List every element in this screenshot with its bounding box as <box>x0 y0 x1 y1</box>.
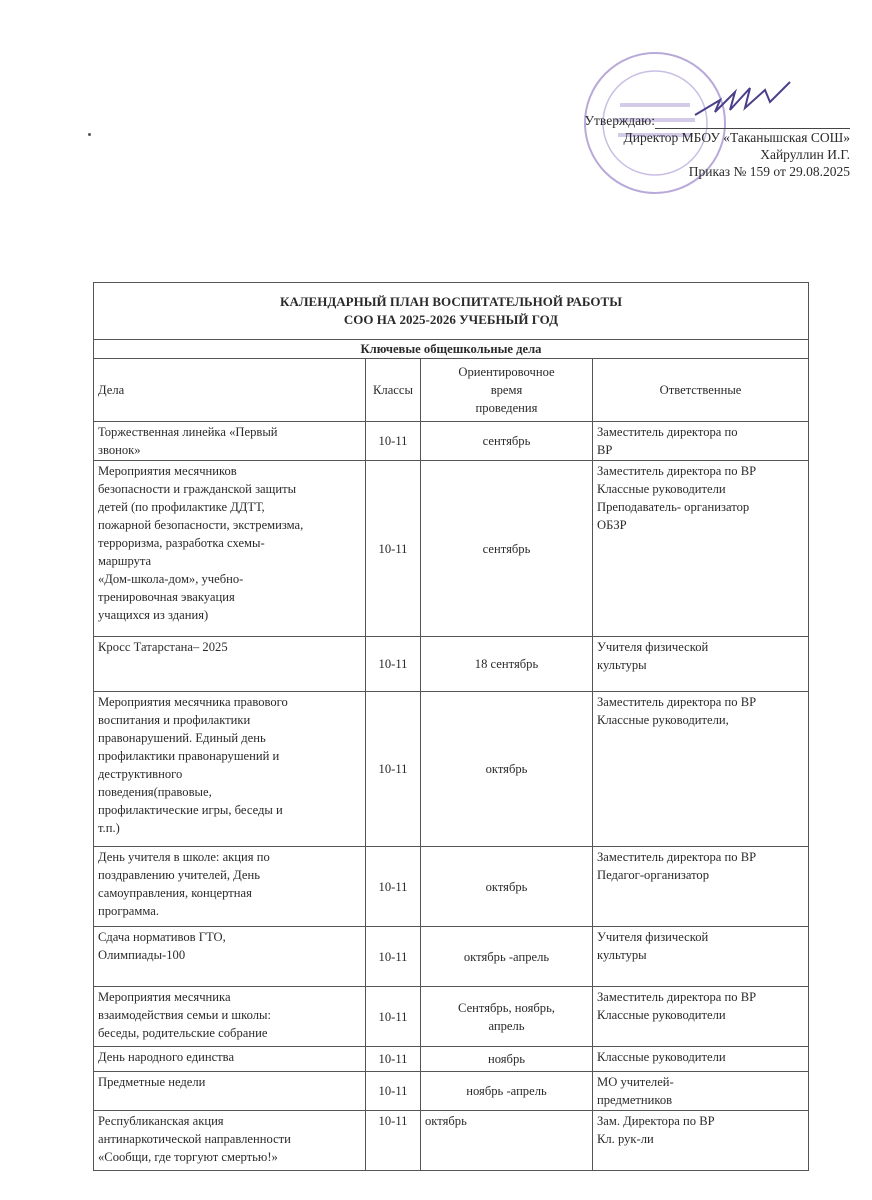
header-row <box>94 359 809 422</box>
approval-order: Приказ № 159 от 29.08.2025 <box>688 164 850 179</box>
table-row <box>94 692 809 847</box>
event-cell: День народного единства <box>94 1047 366 1072</box>
table-row <box>94 1047 809 1072</box>
event-cell: Кросс Татарстана– 2025 <box>94 637 366 692</box>
table-row <box>94 422 809 461</box>
responsible-cell: Заместитель директора по ВР Классные руководители Преподаватель- организатор ОБЗР <box>593 461 809 637</box>
event-cell: Мероприятия месячника правового воспитания и профилактики правонарушений. Единый день профилактики правонарушений и деструктивного поведения(правовые, профилактические игры, беседы и т.п.) <box>94 692 366 847</box>
responsible-cell: Заместитель директора по ВР <box>593 422 809 461</box>
table-row <box>94 1072 809 1111</box>
responsible-cell: Классные руководители <box>593 1047 809 1072</box>
table-title: КАЛЕНДАРНЫЙ ПЛАН ВОСПИТАТЕЛЬНОЙ РАБОТЫ СОО НА 2025-2026 УЧЕБНЫЙ ГОД <box>94 283 809 340</box>
classes-cell: 10-11 <box>366 461 421 637</box>
classes-cell: 10-11 <box>366 1047 421 1072</box>
classes-cell: 10-11 <box>366 637 421 692</box>
time-cell: сентябрь <box>421 422 593 461</box>
time-cell: ноябрь -апрель <box>421 1072 593 1111</box>
event-cell: День учителя в школе: акция по поздравлению учителей, День самоуправления, концертная программа. <box>94 847 366 927</box>
event-cell: Республиканская акция антинаркотической направленности «Сообщи, где торгуют смертью!» <box>94 1111 366 1171</box>
approval-block <box>584 112 850 180</box>
time-cell: октябрь <box>421 692 593 847</box>
classes-cell: 10-11 <box>366 987 421 1047</box>
time-cell: октябрь -апрель <box>421 927 593 987</box>
header-responsible: Ответственные <box>593 359 809 422</box>
table-row <box>94 847 809 927</box>
approval-name: Хайруллин И.Г. <box>760 147 850 162</box>
classes-cell: 10-11 <box>366 692 421 847</box>
responsible-cell: Зам. Директора по ВР Кл. рук-ли <box>593 1111 809 1171</box>
approval-position: Директор МБОУ «Таканышская СОШ» <box>623 130 850 145</box>
table-row <box>94 461 809 637</box>
classes-cell: 10-11 <box>366 1111 421 1171</box>
classes-cell: 10-11 <box>366 1072 421 1111</box>
responsible-cell: Заместитель директора по ВР Классные руководители <box>593 987 809 1047</box>
table-row <box>94 927 809 987</box>
scan-speck <box>88 133 91 136</box>
approval-label: Утверждаю: <box>584 113 655 128</box>
event-cell: Сдача нормативов ГТО, Олимпиады-100 <box>94 927 366 987</box>
signature-line <box>655 128 850 129</box>
classes-cell: 10-11 <box>366 847 421 927</box>
event-cell: Торжественная линейка «Первый звонок» <box>94 422 366 461</box>
classes-cell: 10-11 <box>366 927 421 987</box>
classes-cell: 10-11 <box>366 422 421 461</box>
time-cell: 18 сентябрь <box>421 637 593 692</box>
responsible-cell: Заместитель директора по ВР Классные руководители, <box>593 692 809 847</box>
time-cell: ноябрь <box>421 1047 593 1072</box>
table-row <box>94 987 809 1047</box>
event-cell: Мероприятия месячников безопасности и гражданской защиты детей (по профилактике ДДТТ, пожарной безопасности, экстремизма, терроризма, разработка схемы- маршрута «Дом-школа-дом», учебно- тренировочная эвакуация учащихся из здания) <box>94 461 366 637</box>
header-classes: Классы <box>366 359 421 422</box>
responsible-cell: Учителя физической культуры <box>593 637 809 692</box>
responsible-cell: МО учителей- предметников <box>593 1072 809 1111</box>
table-row <box>94 1111 809 1171</box>
header-time: Ориентировочное время проведения <box>421 359 593 422</box>
time-cell: октябрь <box>421 847 593 927</box>
header-events: Дела <box>94 359 366 422</box>
responsible-cell: Учителя физической культуры <box>593 927 809 987</box>
responsible-cell: Заместитель директора по ВР Педагог-организатор <box>593 847 809 927</box>
time-cell: Сентябрь, ноябрь, апрель <box>421 987 593 1047</box>
section-title: Ключевые общешкольные дела <box>94 340 809 359</box>
event-cell: Предметные недели <box>94 1072 366 1111</box>
time-cell: октябрь <box>421 1111 593 1171</box>
plan-table <box>93 282 809 1171</box>
table-row <box>94 637 809 692</box>
event-cell: Мероприятия месячника взаимодействия семьи и школы: беседы, родительские собрание <box>94 987 366 1047</box>
time-cell: сентябрь <box>421 461 593 637</box>
